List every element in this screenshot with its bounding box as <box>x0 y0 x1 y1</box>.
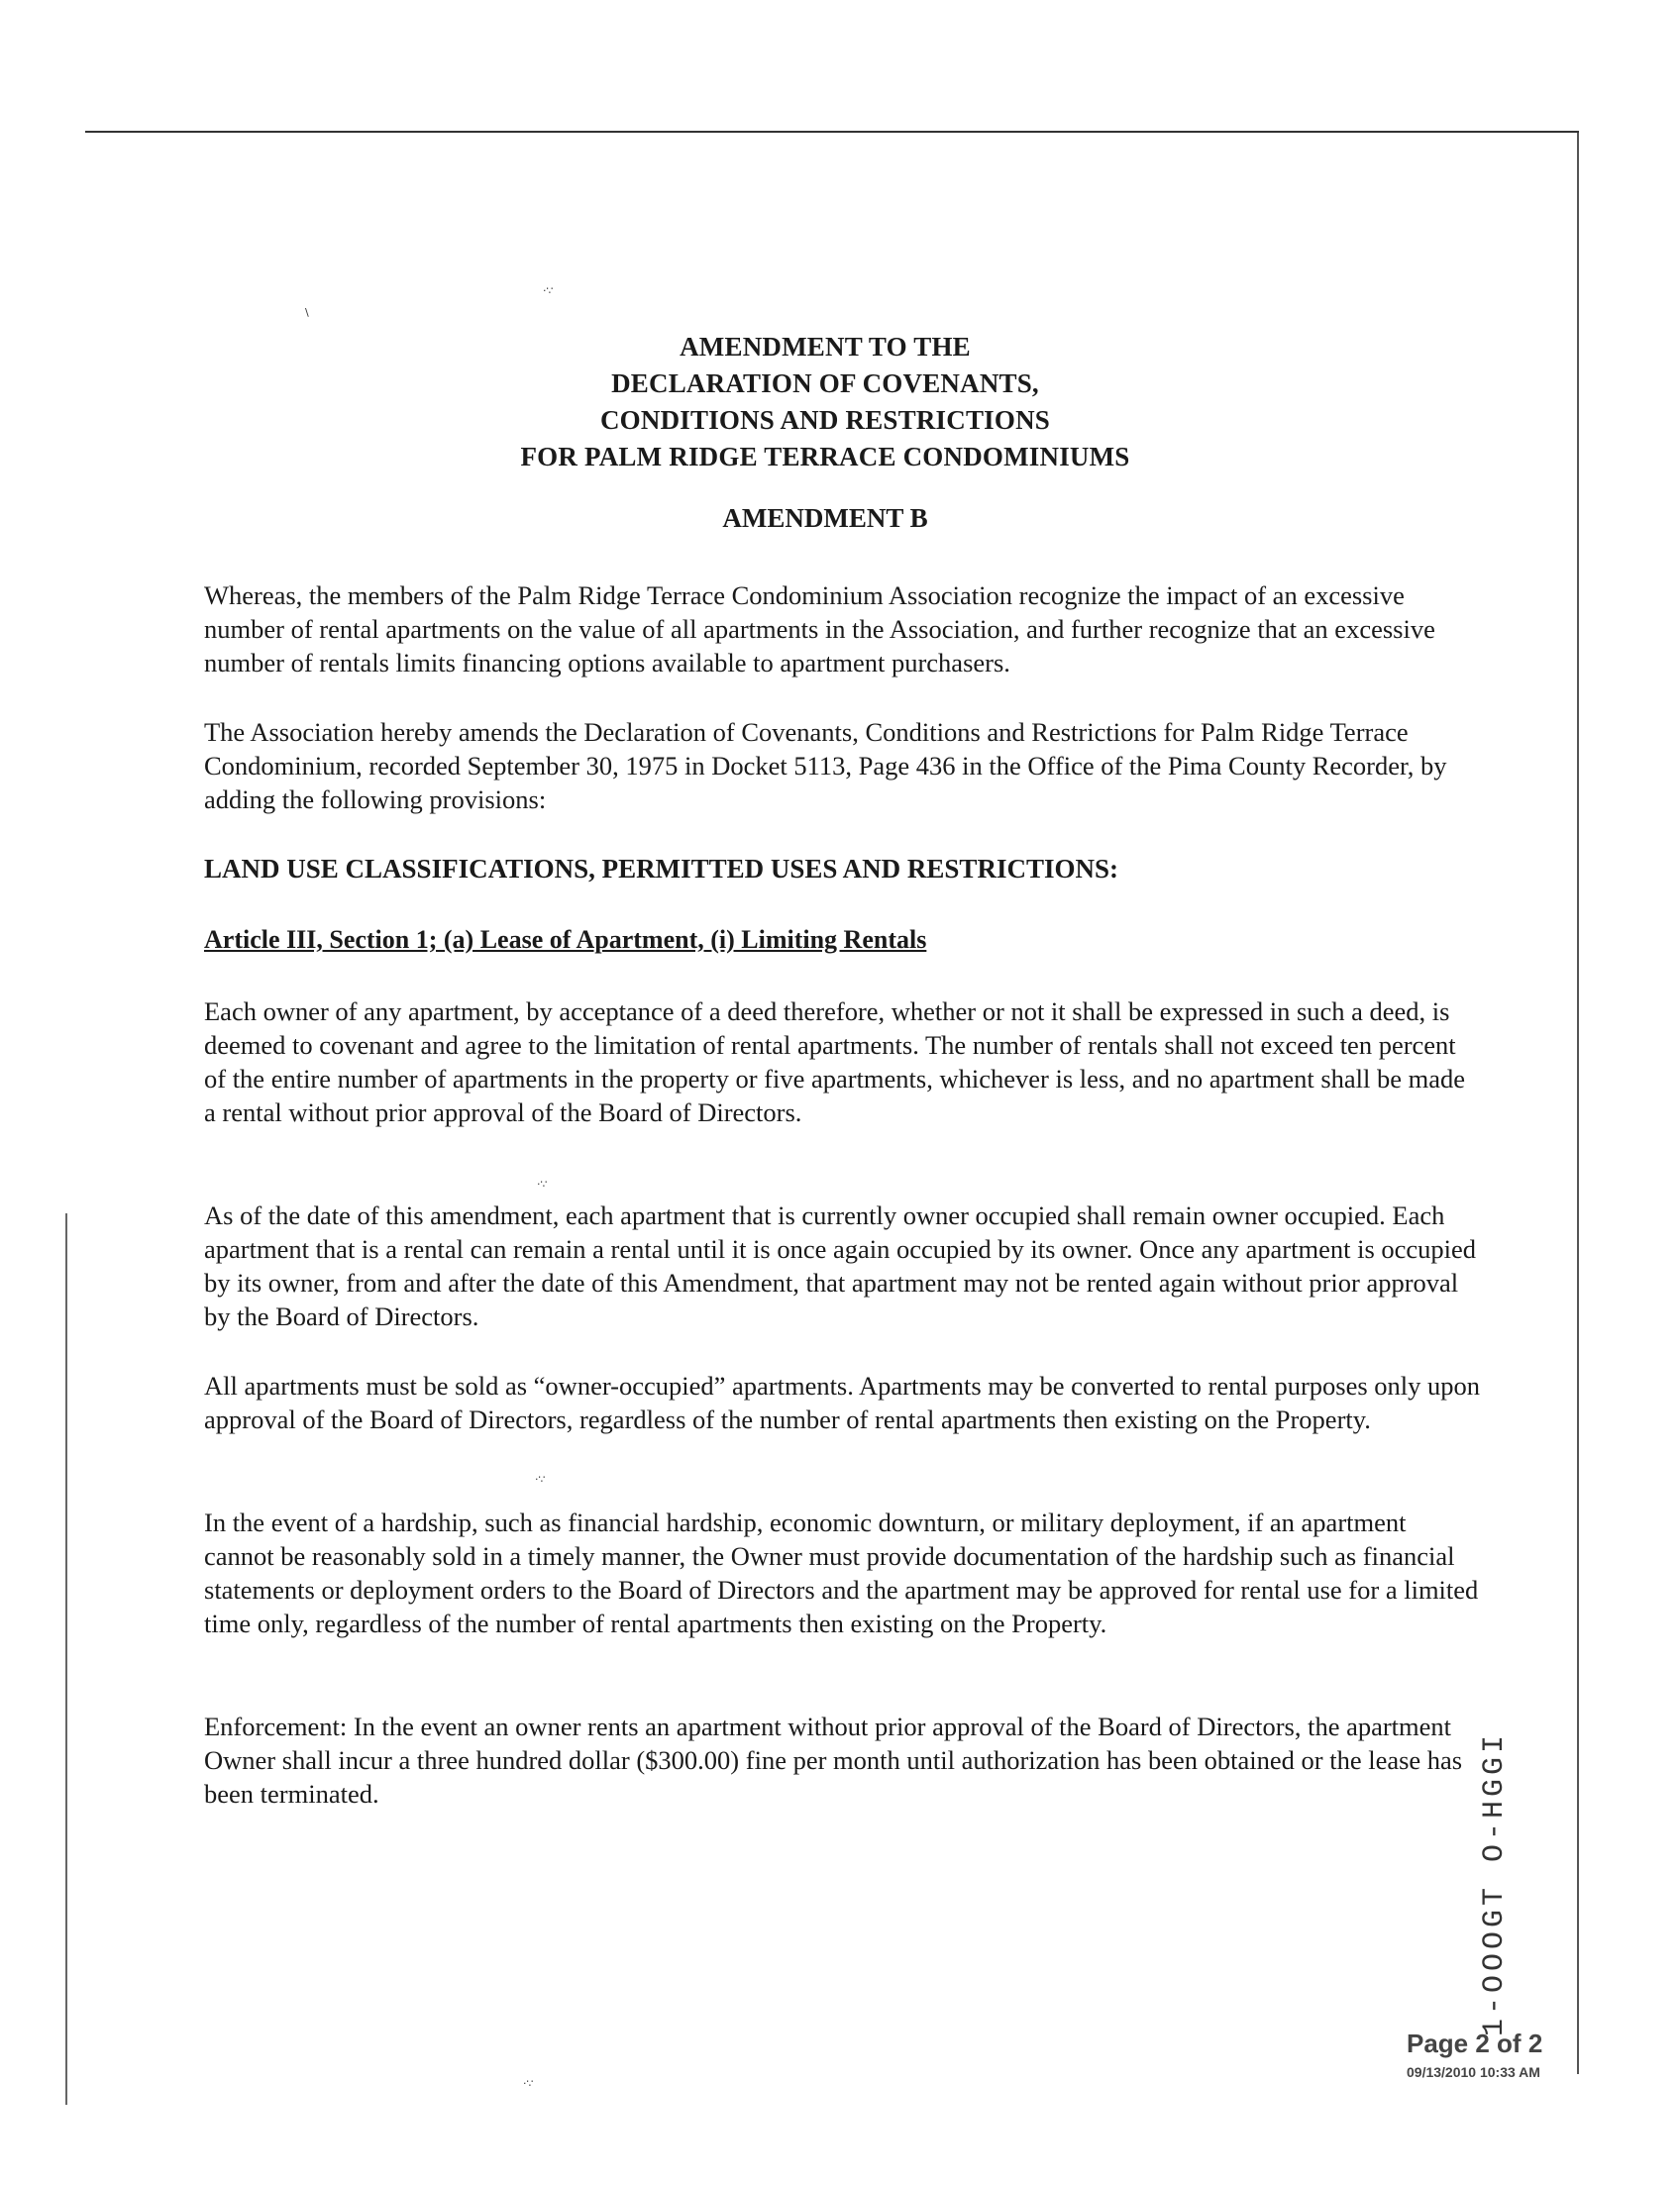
recording-stamp: 1-OOOGT O-HGGI <box>1478 1730 1512 2036</box>
title-line: FOR PALM RIDGE TERRACE CONDOMINIUMS <box>520 442 1130 471</box>
print-timestamp: 09/13/2010 10:33 AM <box>1407 2064 1540 2080</box>
article-heading: Article III, Section 1; (a) Lease of Apartment, (i) Limiting Rentals <box>204 925 927 954</box>
enforcement-paragraph: Enforcement: In the event an owner rents an apartment without prior approval of the Board of Directors, the apartment Owner shall incur a three hundred dollar ($300.00) fine per month until authorization has been obtained or the lease has been terminated. <box>204 1712 1463 1809</box>
all-apartments-paragraph: All apartments must be sold as “owner-occupied” apartments. Apartments may be converted to rental purposes only upon approval of the Board of Directors, regardless of the number of rental apartments then existing on the Property. <box>204 1371 1481 1434</box>
as-of-date-paragraph: As of the date of this amendment, each apartment that is currently owner occupied shall remain owner occupied. Each apartment that is a rental can remain a rental until it is once again occupied by its owner. Once any apartment is occupied by its owner, from and after the date of this Amendment, that apartment may not be rented again without prior approval by the Board of Directors. <box>204 1200 1477 1331</box>
each-owner-paragraph: Each owner of any apartment, by acceptance of a deed therefore, whether or not it shall be expressed in such a deed, is deemed to covenant and agree to the limitation of rental apartments. The number of rentals shall not exceed ten percent of the entire number of apartments in the property or five apartments, whichever is less, and no apartment shall be made a rental without prior approval of the Board of Directors. <box>204 996 1466 1127</box>
amendment-label: AMENDMENT B <box>722 503 928 533</box>
left-border-line <box>65 1213 67 2105</box>
scan-speck: ·∵ <box>523 2077 534 2090</box>
page-number: Page 2 of 2 <box>1407 2029 1543 2058</box>
scan-speck: \ <box>305 306 309 319</box>
whereas-paragraph: Whereas, the members of the Palm Ridge Terrace Condominium Association recognize the impact of an excessive number of rental apartments on the value of all apartments in the Association, and further recognize that an excessive number of rentals limits financing options available to apartment purchasers. <box>204 580 1435 677</box>
hereby-paragraph: The Association hereby amends the Declaration of Covenants, Conditions and Restrictions for Palm Ridge Terrace Condominium, recorded September 30, 1975 in Docket 5113, Page 436 in the Office of the Pima County Recorder, by adding the following provisions: <box>204 717 1447 814</box>
document-title <box>0 329 1650 475</box>
section-heading: LAND USE CLASSIFICATIONS, PERMITTED USES AND RESTRICTIONS: <box>204 854 1118 884</box>
title-line: DECLARATION OF COVENANTS, <box>611 368 1039 398</box>
scan-speck: ·∵ <box>543 284 554 297</box>
top-border-line <box>85 131 1579 133</box>
hardship-paragraph: In the event of a hardship, such as financial hardship, economic downturn, or military deployment, if an apartment cannot be reasonably sold in a timely manner, the Owner must provide documentation of the hardship such as financial statements or deployment orders to the Board of Directors and the apartment may be approved for rental use for a limited time only, regardless of the number of rental apartments then existing on the Property. <box>204 1508 1479 1638</box>
scan-speck: ·∵ <box>537 1178 548 1191</box>
title-line: CONDITIONS AND RESTRICTIONS <box>599 405 1050 435</box>
title-line: AMENDMENT TO THE <box>680 332 971 362</box>
scan-speck: ·∵ <box>535 1473 546 1486</box>
